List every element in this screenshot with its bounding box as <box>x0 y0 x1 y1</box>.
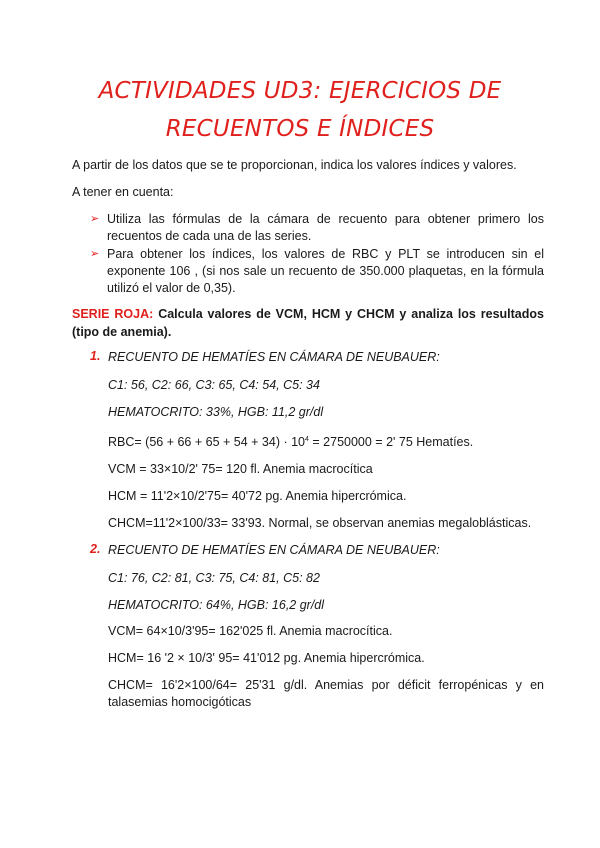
chcm-result: CHCM= 16'2×100/64= 25'31 g/dl. Anemias por déficit ferropénicas y en talasemias homocigóticas <box>108 678 544 709</box>
serie-text: Calcula valores de VCM, HCM y CHCM y analiza los resultados (tipo de anemia). <box>72 307 544 339</box>
item-number: 2. <box>90 542 101 556</box>
title-line-1: ACTIVIDADES UD3: EJERCICIOS DE <box>98 78 502 104</box>
serie-label: SERIE ROJA: <box>72 307 154 321</box>
vcm-result: VCM= 64×10/3'95= 162'025 fl. Anemia macrocítica. <box>108 624 393 638</box>
bullet-item <box>90 246 544 297</box>
title-line-2: RECUENTOS E ÍNDICES <box>165 116 435 142</box>
item-counts: C1: 76, C2: 81, C3: 75, C4: 81, C5: 82 <box>108 571 320 585</box>
bullet-text: Utiliza las fórmulas de la cámara de recuento para obtener primero los recuentos de cada una de las series. <box>107 212 544 243</box>
vcm-result: VCM = 33×10/2' 75= 120 fl. Anemia macrocítica <box>108 462 373 476</box>
bullet-text: Para obtener los índices, los valores de RBC y PLT se introducen sin el exponente 106 , (si nos sale un recuento de 350.000 plaquetas, en la fórmula utilizó el valor de 0,35). <box>107 247 544 295</box>
rbc-exponent: 4 <box>305 436 309 443</box>
intro-paragraph: A partir de los datos que se te proporcionan, indica los valores índices y valores. <box>72 158 517 172</box>
item-heading: RECUENTO DE HEMATÍES EN CÁMARA DE NEUBAUER: <box>108 350 440 364</box>
item-counts: C1: 56, C2: 66, C3: 65, C4: 54, C5: 34 <box>108 378 320 392</box>
rbc-formula-end: = 2750000 = 2' 75 Hematíes. <box>308 435 474 449</box>
arrow-bullet-icon: ➢ <box>90 213 100 225</box>
bullet-list <box>90 211 544 298</box>
serie-roja-instruction <box>72 305 544 341</box>
tener-en-cuenta: A tener en cuenta: <box>72 185 174 199</box>
item-hematocrito: HEMATOCRITO: 33%, HGB: 11,2 gr/dl <box>108 405 324 419</box>
item-hematocrito: HEMATOCRITO: 64%, HGB: 16,2 gr/dl <box>108 598 325 612</box>
item-heading: RECUENTO DE HEMATÍES EN CÁMARA DE NEUBAUER: <box>108 543 440 557</box>
item-number: 1. <box>90 349 101 363</box>
arrow-bullet-icon: ➢ <box>90 248 100 260</box>
bullet-item <box>90 211 544 245</box>
chcm-result: CHCM=11'2×100/33= 33'93. Normal, se observan anemias megaloblásticas. <box>108 516 532 530</box>
hcm-result: HCM = 11'2×10/2'75= 40'72 pg. Anemia hipercrómica. <box>108 489 407 503</box>
hcm-result: HCM= 16 '2 × 10/3' 95= 41'012 pg. Anemia hipercrómica. <box>108 651 425 665</box>
rbc-formula <box>108 434 544 451</box>
rbc-formula-start: RBC= (56 + 66 + 65 + 54 + 34) · 10 <box>108 435 306 449</box>
